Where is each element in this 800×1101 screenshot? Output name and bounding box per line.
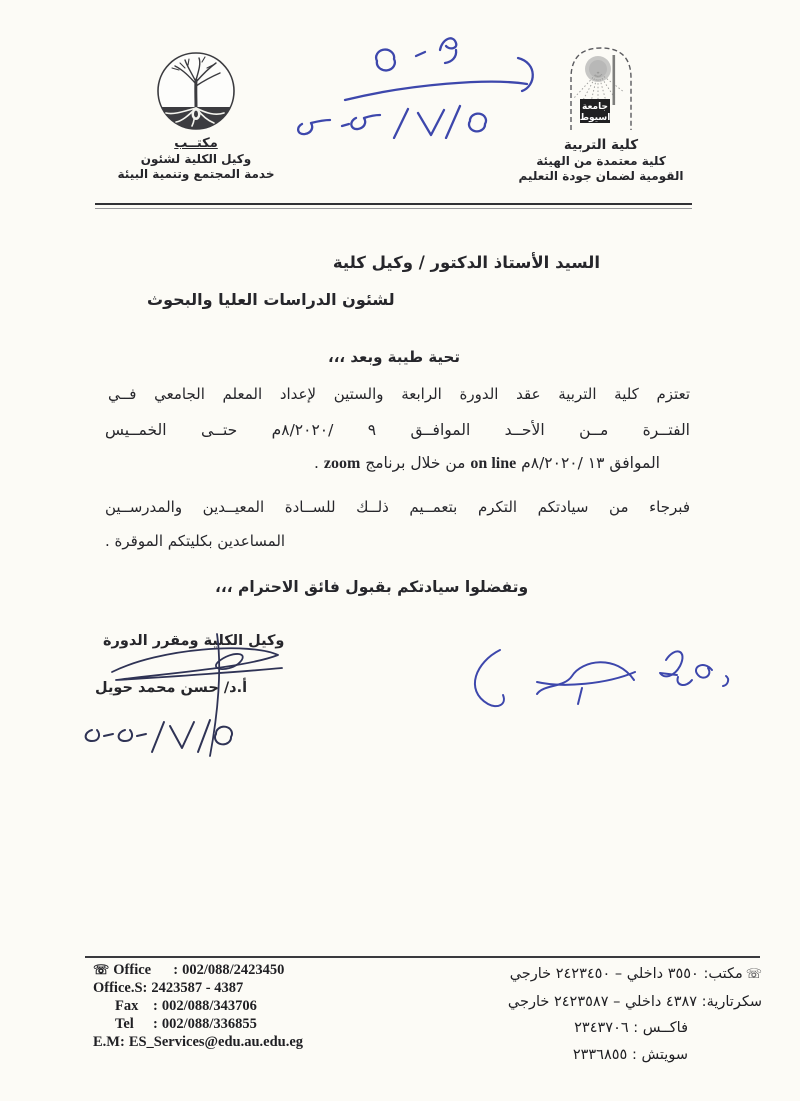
footer-office-row: ☏ Office : 002/088/2423450 xyxy=(93,962,285,978)
svg-text:جامعة: جامعة xyxy=(582,102,608,112)
office-subtitle-2: خدمة المجتمع وتنمية البيئة xyxy=(117,167,275,181)
email-value: ES_Services@edu.au.edu.eg xyxy=(128,1034,304,1050)
office-title: مكتــب xyxy=(174,136,218,151)
faculty-title: كلية التربية xyxy=(563,137,639,153)
salutation: تحية طيبة وبعد ،،، xyxy=(328,348,460,366)
signatory-title: وكيل الكلية ومقرر الدورة xyxy=(103,633,285,649)
footer-contact-arabic xyxy=(508,961,762,1068)
footer-office-row-ar: ☏مكتب: ٣٥٥٠ داخلي – ٢٤٢٣٤٥٠ خارجي xyxy=(509,966,762,982)
body-paragraph2-line1: فبرجاء من سيادتكم التكرم بتعمــيم ذلــك للســادة المعيــدين والمدرســين xyxy=(105,498,690,516)
tel-value: 002/088/336855 xyxy=(161,1016,257,1032)
fax-value: 002/088/343706 xyxy=(161,998,257,1014)
phone-icon: ☏ xyxy=(93,962,110,977)
svg-text:اسيوط: اسيوط xyxy=(579,113,611,123)
tree-roots-logo-icon xyxy=(155,50,237,132)
faculty-accreditation-2: القومية لضمان جودة التعليم xyxy=(518,169,684,183)
footer-office-s-row: Office.S: 2423587 - 4387 xyxy=(93,980,244,996)
footer-contact-english xyxy=(93,961,303,1051)
header-divider xyxy=(95,203,692,209)
addressee-line-2: لشئون الدراسات العليا والبحوث xyxy=(147,290,395,309)
footer-switch-row-ar: سويتش : ٢٣٣٦٨٥٥ xyxy=(572,1046,688,1063)
university-seal-icon xyxy=(562,42,640,134)
body-paragraph2-line2: المساعدين بكليتكم الموقرة . xyxy=(105,532,286,550)
footer-tel-row: Tel : 002/088/336855 xyxy=(115,1016,257,1032)
body-paragraph1-line1: تعتزم كلية التربية عقد الدورة الرابعة والستين لإعداد المعلم الجامعي فــي xyxy=(108,385,690,403)
footer-fax-row-ar: فاكــس : ٢٣٤٣٧٠٦ xyxy=(574,1020,688,1036)
online-text: on line xyxy=(470,455,517,472)
office-phone-value: 002/088/2423450 xyxy=(182,962,285,978)
signatory-name: أ.د/ حسن محمد حويل xyxy=(95,680,248,696)
zoom-text: zoom xyxy=(323,455,361,472)
office-s-value: 2423587 - 4387 xyxy=(151,980,244,996)
closing-line: وتفضلوا سيادتكم بقبول فائق الاحترام ،،، xyxy=(215,578,529,596)
body-paragraph1-line3: الموافق ١٣ /٨/٢٠٢٠م on line من خلال برنامج zoom . xyxy=(314,454,660,472)
phone-icon: ☏ xyxy=(745,967,762,982)
faculty-accreditation-1: كلية معتمدة من الهيئة xyxy=(536,154,666,168)
office-subtitle-1: وكيل الكلية لشئون xyxy=(140,152,252,166)
handwritten-ref-number-and-date xyxy=(290,14,540,139)
handwritten-signature-date xyxy=(78,710,248,762)
footer-secretary-row-ar: سكرتارية: ٤٣٨٧ داخلي – ٢٤٢٣٥٨٧ خارجي xyxy=(507,993,762,1010)
footer-divider xyxy=(85,956,760,958)
body-paragraph1-line2: الفتــرة مــن الأحــد الموافــق ٩ /٨/٢٠٢٠م حتــى الخمــيس xyxy=(105,421,690,439)
footer-fax-row: Fax : 002/088/343706 xyxy=(115,998,257,1014)
handwritten-note xyxy=(430,628,740,733)
addressee-line-1: السيد الأستاذ الدكتور / وكيل كلية xyxy=(332,253,600,272)
footer-email-row: E.M: ES_Services@edu.au.edu.eg xyxy=(93,1034,304,1050)
office-header-block xyxy=(88,50,304,182)
